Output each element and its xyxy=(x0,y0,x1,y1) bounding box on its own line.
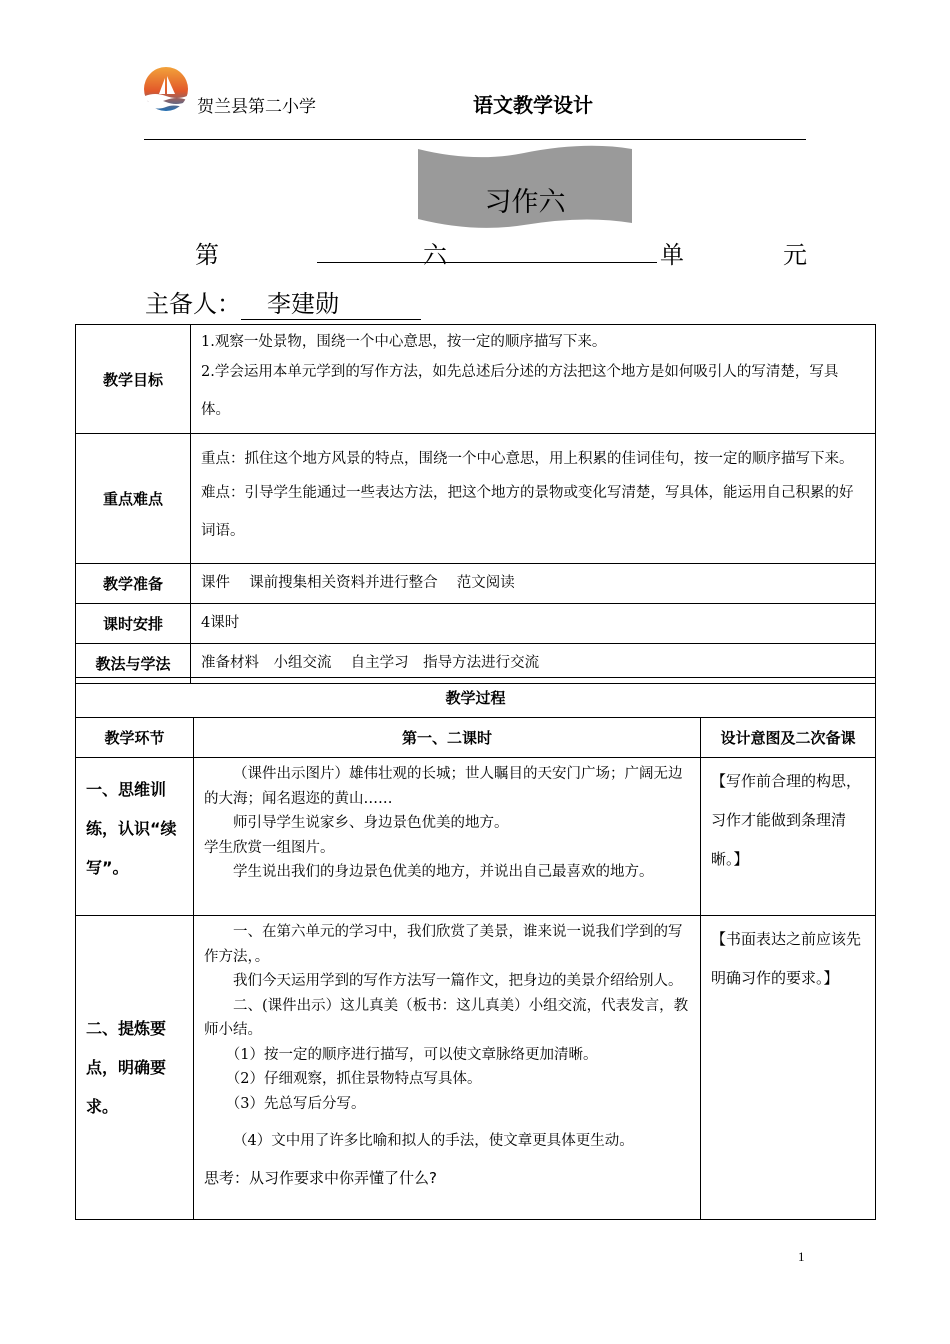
stage-2-line-4: （1）按一定的顺序进行描写，可以使文章脉络更加清晰。 xyxy=(225,1046,598,1063)
goal-1: 1.观察一处景物，围绕一个中心意思，按一定的顺序描写下来。 xyxy=(201,334,607,350)
info-table xyxy=(75,324,876,684)
unit-word-2: 元 xyxy=(783,241,807,269)
banner-title: 习作六 xyxy=(484,187,566,218)
goals-cell xyxy=(191,325,876,434)
col-stage: 教学环节 xyxy=(76,718,194,758)
preparer-label: 主备人： xyxy=(145,290,241,318)
preparer-name: 李建勋 xyxy=(267,290,339,318)
unit-word-1: 单 xyxy=(660,241,684,269)
preparer xyxy=(145,284,421,320)
stage-1-line-2: 师引导学生说家乡、身边景色优美的地方。 xyxy=(233,815,509,831)
unit-prefix: 第 xyxy=(195,241,219,269)
document-title: 语文教学设计 xyxy=(473,93,593,117)
unit-number: 六 xyxy=(423,241,447,269)
school-name: 贺兰县第二小学 xyxy=(197,97,316,117)
goal-2: 2.学会运用本单元学到的写作方法，如先总述后分述的方法把这个地方是如何吸引人的写清楚，写具体。 xyxy=(201,364,839,418)
difficulty: 难点：引导学生能通过一些表达方法，把这个地方的景物或变化写清楚，写具体，能运用自己积累的好词语。 xyxy=(201,485,854,539)
unit-underline xyxy=(317,262,657,263)
stage-2-note: 【书面表达之前应该先明确习作的要求。】 xyxy=(701,916,876,1220)
stage-2-line-7: （4）文中用了许多比喻和拟人的手法，使文章更具体更生动。 xyxy=(233,1133,634,1149)
key-point: 重点：抓住这个地方风景的特点，围绕一个中心意思，用上积累的佳词佳句，按一定的顺序描写下来。 xyxy=(201,451,854,467)
stage-1-note: 【写作前合理的构思，习作才能做到条理清晰。】 xyxy=(701,758,876,916)
stage-2-line-8: 思考：从习作要求中你弄懂了什么? xyxy=(204,1168,437,1187)
goals-label: 教学目标 xyxy=(76,325,191,434)
method-label: 教法与学法 xyxy=(76,644,191,684)
stage-2-line-6: （3）先总写后分写。 xyxy=(225,1095,366,1112)
stage-1-content xyxy=(194,758,701,916)
hours-value: 4课时 xyxy=(191,604,876,644)
header-divider xyxy=(144,139,806,140)
school-logo-icon xyxy=(143,66,189,112)
stage-2-line-5: （2）仔细观察，抓住景物特点写具体。 xyxy=(225,1071,482,1087)
method-value: 准备材料 小组交流 自主学习 指导方法进行交流 xyxy=(191,644,876,684)
col-note: 设计意图及二次备课 xyxy=(701,718,876,758)
stage-2-line-1: 一、在第六单元的学习中，我们欣赏了美景，谁来说一说我们学到的写作方法，。 xyxy=(204,924,683,965)
key-cell xyxy=(191,434,876,564)
process-title: 教学过程 xyxy=(76,678,876,718)
prep-label: 教学准备 xyxy=(76,564,191,604)
page-number: 1 xyxy=(798,1249,805,1264)
col-period: 第一、二课时 xyxy=(194,718,701,758)
stage-1-line-3: 学生欣赏一组图片。 xyxy=(204,839,335,856)
key-label: 重点难点 xyxy=(76,434,191,564)
stage-2: 二、提炼要点，明确要求。 xyxy=(76,916,194,1220)
stage-1-line-4: 学生说出我们的身边景色优美的地方，并说出自己最喜欢的地方。 xyxy=(233,864,654,880)
stage-2-line-2: 我们今天运用学到的写作方法写一篇作文，把身边的美景介绍给别人。 xyxy=(233,973,683,989)
process-table xyxy=(75,677,876,1220)
hours-label: 课时安排 xyxy=(76,604,191,644)
stage-2-content xyxy=(194,916,701,1220)
stage-2-line-3: 二、(课件出示）这儿真美（板书：这儿真美）小组交流，代表发言，教师小结。 xyxy=(204,997,689,1038)
stage-1-line-1: （课件出示图片）雄伟壮观的长城；世人瞩目的天安门广场；广阔无边的大海；闻名遐迩的黄山…… xyxy=(204,766,683,807)
stage-1: 一、思维训练，认识“续写”。 xyxy=(76,758,194,916)
prep-value: 课件 课前搜集相关资料并进行整合 范文阅读 xyxy=(191,564,876,604)
unit-line xyxy=(195,235,807,269)
